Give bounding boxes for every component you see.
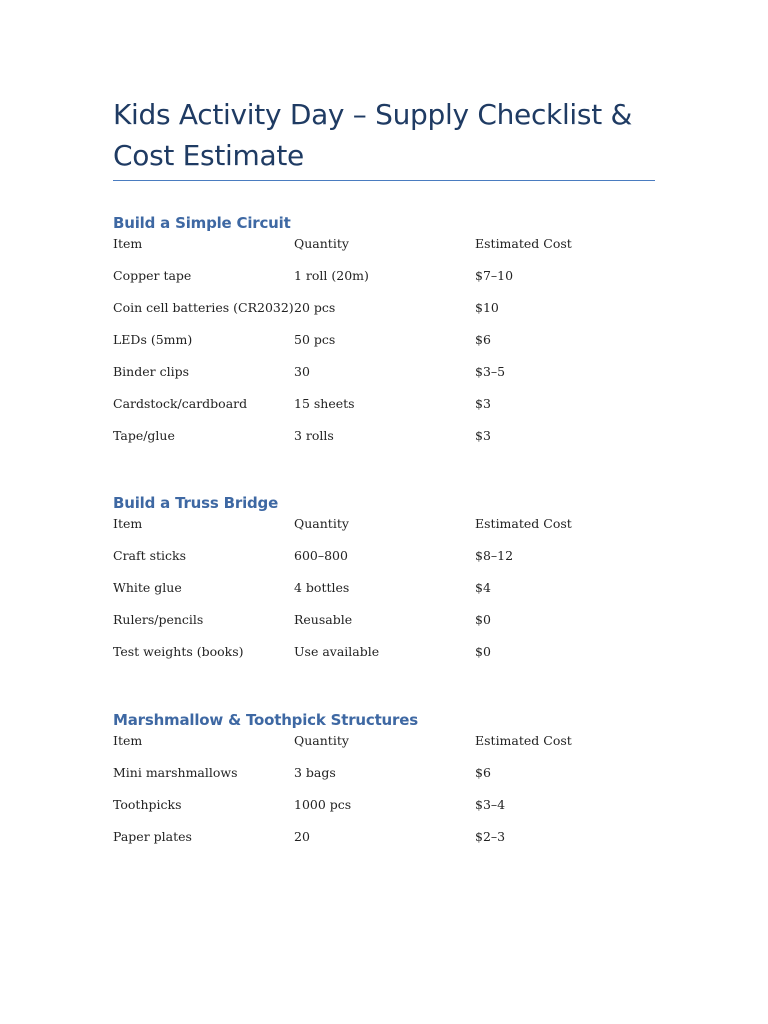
column-header-quantity: Quantity <box>294 733 349 748</box>
section-heading: Build a Truss Bridge <box>113 494 279 512</box>
table-row <box>113 611 655 643</box>
section-simple-circuit <box>113 211 655 459</box>
cost-cell: $6 <box>475 332 491 347</box>
table-row <box>113 427 655 459</box>
column-header-estimated-cost: Estimated Cost <box>475 733 572 748</box>
table-row <box>113 267 655 299</box>
table-header-row <box>113 732 655 764</box>
table-row <box>113 299 655 331</box>
table-row <box>113 547 655 579</box>
quantity-cell: 3 rolls <box>294 428 334 443</box>
table-row <box>113 643 655 675</box>
section-marshmallow-toothpick <box>113 708 655 860</box>
table-row <box>113 363 655 395</box>
cost-cell: $3 <box>475 428 491 443</box>
cost-cell: $7–10 <box>475 268 514 283</box>
cost-cell: $3 <box>475 396 491 411</box>
item-cell: Rulers/pencils <box>113 612 204 627</box>
item-cell: Toothpicks <box>113 797 182 812</box>
cost-cell: $3–5 <box>475 364 506 379</box>
cost-cell: $6 <box>475 765 491 780</box>
table-row <box>113 331 655 363</box>
cost-cell: $4 <box>475 580 491 595</box>
cost-cell: $8–12 <box>475 548 514 563</box>
quantity-cell: Reusable <box>294 612 353 627</box>
section-heading: Marshmallow & Toothpick Structures <box>113 711 418 729</box>
item-cell: Mini marshmallows <box>113 765 238 780</box>
column-header-estimated-cost: Estimated Cost <box>475 516 572 531</box>
item-cell: Copper tape <box>113 268 192 283</box>
table-header-row <box>113 235 655 267</box>
cost-cell: $10 <box>475 300 499 315</box>
column-header-item: Item <box>113 516 143 531</box>
table-header-row <box>113 515 655 547</box>
section-heading: Build a Simple Circuit <box>113 214 291 232</box>
table-row <box>113 796 655 828</box>
item-cell: Test weights (books) <box>113 644 244 659</box>
cost-cell: $0 <box>475 644 491 659</box>
document-title: Kids Activity Day – Supply Checklist & Cost Estimate <box>113 98 633 172</box>
item-cell: Cardstock/cardboard <box>113 396 248 411</box>
column-header-item: Item <box>113 236 143 251</box>
column-header-quantity: Quantity <box>294 516 349 531</box>
quantity-cell: 20 pcs <box>294 300 336 315</box>
cost-cell: $0 <box>475 612 491 627</box>
item-cell: Paper plates <box>113 829 192 844</box>
item-cell: Coin cell batteries (CR2032) <box>113 300 294 315</box>
quantity-cell: 4 bottles <box>294 580 350 595</box>
column-header-item: Item <box>113 733 143 748</box>
table-row <box>113 395 655 427</box>
quantity-cell: 20 <box>294 829 310 844</box>
item-cell: White glue <box>113 580 182 595</box>
quantity-cell: 30 <box>294 364 310 379</box>
quantity-cell: Use available <box>294 644 380 659</box>
item-cell: Tape/glue <box>113 428 175 443</box>
item-cell: LEDs (5mm) <box>113 332 193 347</box>
cost-cell: $2–3 <box>475 829 506 844</box>
section-truss-bridge <box>113 491 655 675</box>
quantity-cell: 1 roll (20m) <box>294 268 369 283</box>
quantity-cell: 3 bags <box>294 765 336 780</box>
quantity-cell: 50 pcs <box>294 332 336 347</box>
table-row <box>113 579 655 611</box>
column-header-estimated-cost: Estimated Cost <box>475 236 572 251</box>
column-header-quantity: Quantity <box>294 236 349 251</box>
table-row <box>113 764 655 796</box>
table-row <box>113 828 655 860</box>
cost-cell: $3–4 <box>475 797 506 812</box>
item-cell: Craft sticks <box>113 548 187 563</box>
quantity-cell: 1000 pcs <box>294 797 352 812</box>
quantity-cell: 600–800 <box>294 548 348 563</box>
title-underline <box>113 180 655 181</box>
item-cell: Binder clips <box>113 364 189 379</box>
quantity-cell: 15 sheets <box>294 396 355 411</box>
